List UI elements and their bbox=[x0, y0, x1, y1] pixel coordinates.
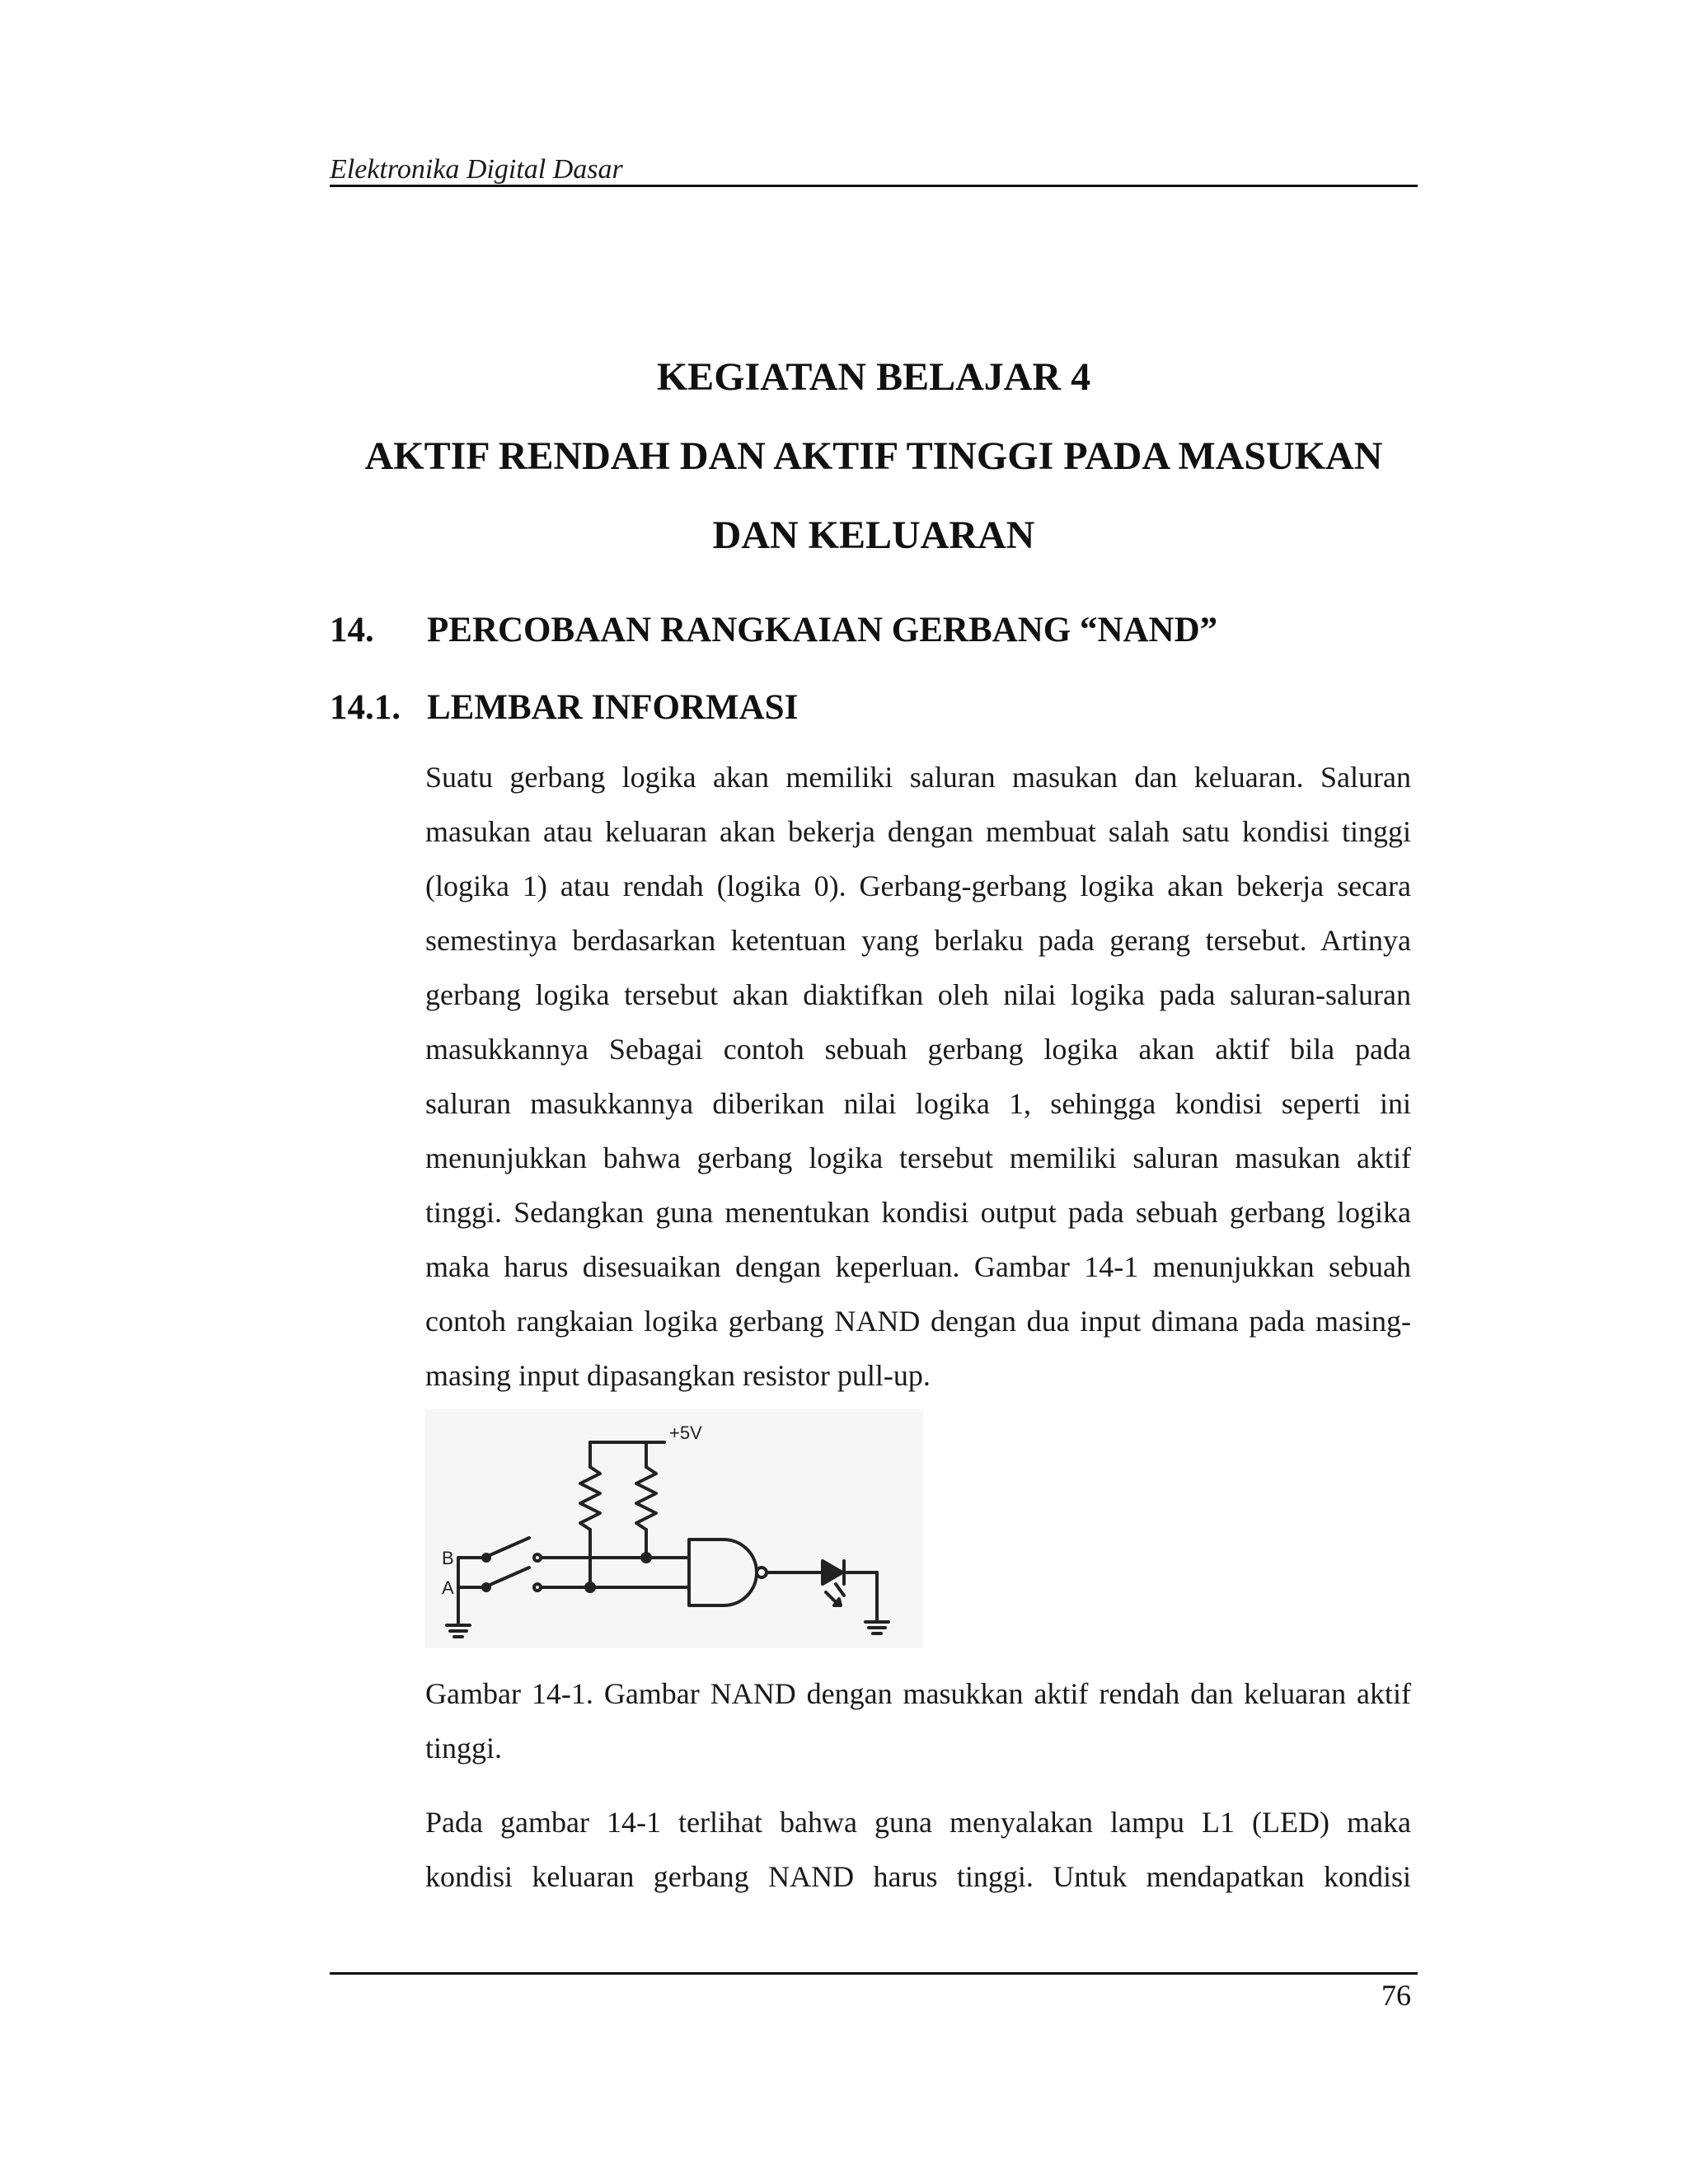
paragraph-line: Suatu gerbang logika akan memiliki saluran masukan dan keluaran. Saluran bbox=[425, 761, 1411, 794]
junction-dot bbox=[586, 1583, 594, 1591]
footer-rule bbox=[330, 1972, 1418, 1975]
paragraph-line: tinggi. Sedangkan guna menentukan kondisi output pada sebuah gerbang logika bbox=[425, 1196, 1411, 1229]
section-title: LEMBAR INFORMASI bbox=[427, 688, 799, 727]
nand-gate-icon bbox=[689, 1540, 757, 1605]
section-number: 14.1. bbox=[330, 688, 401, 727]
input-a-label: A bbox=[442, 1577, 454, 1598]
paragraph-line: (logika 1) atau rendah (logika 0). Gerbang-gerbang logika akan bekerja secara bbox=[425, 869, 1411, 902]
led-icon bbox=[823, 1561, 842, 1584]
paragraph-line: masukan atau keluaran akan bekerja dengan membuat salah satu kondisi tinggi bbox=[425, 815, 1411, 848]
body-paragraph-2 bbox=[425, 1795, 1411, 1904]
nand-circuit-diagram bbox=[425, 1409, 923, 1648]
paragraph-line: saluran masukkannya diberikan nilai logika 1, sehingga kondisi seperti ini bbox=[425, 1087, 1411, 1120]
supply-label: +5V bbox=[669, 1422, 702, 1443]
led-light-arrow-icon bbox=[836, 1584, 844, 1596]
chapter-title-line-2: AKTIF RENDAH DAN AKTIF TINGGI PADA MASUKAN bbox=[364, 434, 1383, 478]
section-heading-14-1 bbox=[330, 687, 798, 729]
caption-line: Gambar 14-1. Gambar NAND dengan masukkan aktif rendah dan keluaran aktif bbox=[425, 1677, 1411, 1710]
junction-dot bbox=[642, 1554, 650, 1562]
paragraph-line: masukkannya Sebagai contoh sebuah gerbang logika akan aktif bila pada bbox=[425, 1033, 1411, 1066]
chapter-title-line-1: KEGIATAN BELAJAR 4 bbox=[656, 355, 1091, 399]
paragraph-line: gerbang logika tersebut akan diaktifkan oleh nilai logika pada saluran-saluran bbox=[425, 978, 1411, 1011]
paragraph-line: maka harus disesuaikan dengan keperluan. Gambar 14-1 menunjukkan sebuah bbox=[425, 1250, 1411, 1283]
caption-line: tinggi. bbox=[425, 1732, 503, 1765]
paragraph-line: contoh rangkaian logika gerbang NAND dengan dua input dimana pada masing- bbox=[425, 1305, 1411, 1338]
chapter-title bbox=[330, 338, 1418, 575]
switch-a-icon bbox=[488, 1568, 529, 1586]
switch-b-icon bbox=[488, 1538, 529, 1556]
paragraph-line: masing input dipasangkan resistor pull-up. bbox=[425, 1359, 931, 1392]
chapter-title-line-3: DAN KELUARAN bbox=[712, 513, 1035, 557]
figure-caption bbox=[425, 1666, 1411, 1775]
nand-circuit-figure bbox=[425, 1409, 923, 1648]
input-b-label: B bbox=[442, 1548, 454, 1568]
resistor-b-icon bbox=[636, 1467, 656, 1530]
paragraph-line: menunjukkan bahwa gerbang logika tersebut memiliki saluran masukan aktif bbox=[425, 1141, 1411, 1174]
resistor-a-icon bbox=[580, 1467, 600, 1530]
running-header: Elektronika Digital Dasar bbox=[330, 154, 623, 185]
page-number: 76 bbox=[1381, 1979, 1411, 2012]
body-paragraph-1 bbox=[425, 750, 1411, 1403]
paragraph-line: kondisi keluaran gerbang NAND harus tinggi. Untuk mendapatkan kondisi bbox=[425, 1860, 1411, 1893]
header-rule bbox=[330, 185, 1418, 187]
paragraph-line: semestinya berdasarkan ketentuan yang berlaku pada gerang tersebut. Artinya bbox=[425, 924, 1411, 957]
section-number: 14. bbox=[330, 611, 374, 649]
section-heading-14 bbox=[330, 610, 1217, 651]
paragraph-line: Pada gambar 14-1 terlihat bahwa guna menyalakan lampu L1 (LED) maka bbox=[425, 1806, 1411, 1839]
section-title: PERCOBAAN RANGKAIAN GERBANG “NAND” bbox=[427, 611, 1218, 649]
